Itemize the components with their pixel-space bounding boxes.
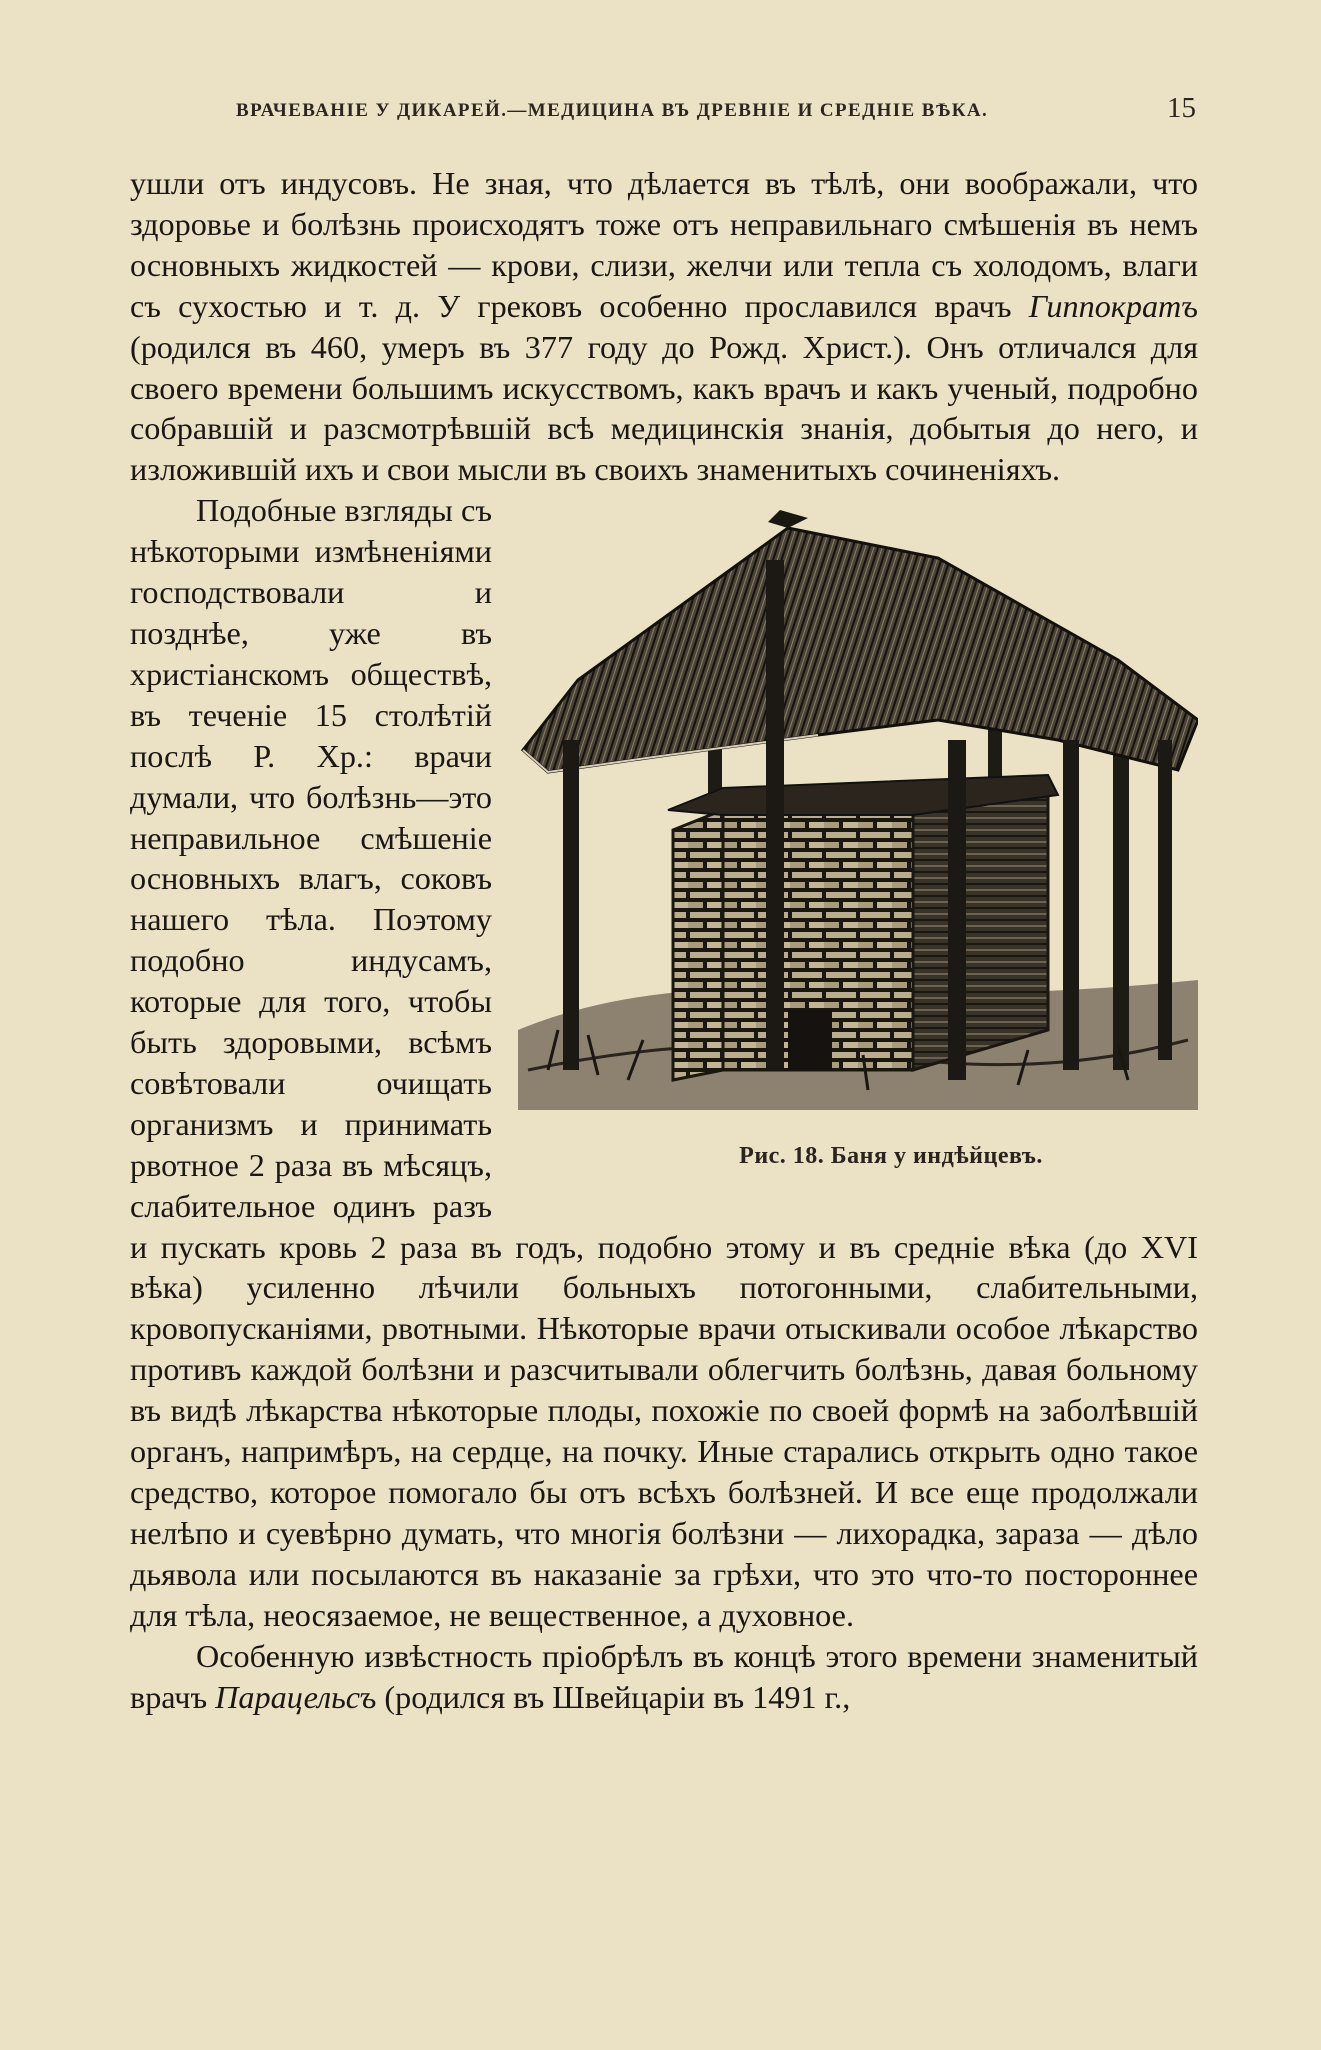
paragraph-2-text: Подобные взгляды съ нѣкоторыми измѣненіями господствовали и позднѣе, уже въ христіанскомъ обществѣ, въ теченіе 15 столѣтій послѣ Р. Хр.: врачи думали, что болѣзнь—это неправильное смѣшеніе основныхъ влагъ, соковъ нашего тѣла. Поэтому подобно индусамъ, которые для того, чтобы быть здоровыми, всѣмъ совѣтовали очищать организмъ и принимать рвотное 2 раза въ мѣсяцъ, слабительное одинъ разъ и пускать кровь 2 раза въ годъ, подобно этому и въ средніе вѣка (до XVI вѣка) усиленно лѣчили больныхъ потогонными, слабительными, кровопусканіями, рвотными. Нѣкоторые врачи отыскивали особое лѣкарство противъ каждой болѣзни и разсчитывали облегчить болѣзнь, давая больному въ видѣ лѣкарства нѣкоторые плоды, похожіе по своей формѣ на заболѣвшій органъ, напримѣръ, на сердце, на почку. Иные старались открыть одно такое средство, которое помогало бы отъ всѣхъ болѣзней. И все еще продолжали нелѣпо и суевѣрно думать, что многія болѣзни — лихорадка, зараза — дѣло дьявола или посылаются въ наказаніе за грѣхи, что это что-то постороннее для тѣла, неосязаемое, не вещественное, а духовное. bbox=[130, 492, 1198, 1633]
body-text bbox=[130, 163, 1198, 1717]
hippocrates-name: Гиппократъ bbox=[1028, 287, 1198, 324]
paracelsus-name: Парацельсъ bbox=[215, 1678, 377, 1715]
bathhouse-illustration bbox=[518, 510, 1198, 1120]
figure-indian-bath bbox=[518, 496, 1198, 1208]
paragraph-2 bbox=[130, 490, 1198, 1635]
paragraph-1 bbox=[130, 163, 1198, 490]
running-head: ВРАЧЕВАНІЕ У ДИКАРЕЙ.—МЕДИЦИНА ВЪ ДРЕВНІЕ И СРЕДНІЕ ВѢКА. bbox=[236, 100, 989, 121]
page-header bbox=[130, 92, 1198, 132]
figure-caption: Рис. 18. Баня у индѣйцевъ. bbox=[739, 1143, 1043, 1170]
page-number: 15 bbox=[1167, 92, 1196, 124]
paragraph-3-text-b: (родился въ Швейцаріи въ 1491 г., bbox=[376, 1678, 851, 1715]
paragraph-1-text-a: ушли отъ индусовъ. Не зная, что дѣлается въ тѣлѣ, они воображали, что здоровье и болѣзнь происходятъ тоже отъ неправильнаго смѣшенія въ немъ основныхъ жидкостей — крови, слизи, желчи или тепла съ холодомъ, влаги съ сухостью и т. д. У грековъ особенно прославился врачъ bbox=[130, 165, 1198, 324]
paragraph-3 bbox=[130, 1636, 1198, 1718]
paragraph-1-text-b: (родился въ 460, умеръ въ 377 году до Рожд. Христ.). Онъ отличался для своего времени большимъ искусствомъ, какъ врачъ и какъ ученый, подробно собравшій и разсмотрѣвшій всѣ медицинскія знанія, добытыя до него, и изложившій ихъ и свои мысли въ своихъ знаменитыхъ сочиненіяхъ. bbox=[130, 328, 1198, 488]
paragraph-3-text-a: Особенную извѣстность пріобрѣлъ въ концѣ этого времени знаменитый врачъ bbox=[130, 1637, 1198, 1715]
